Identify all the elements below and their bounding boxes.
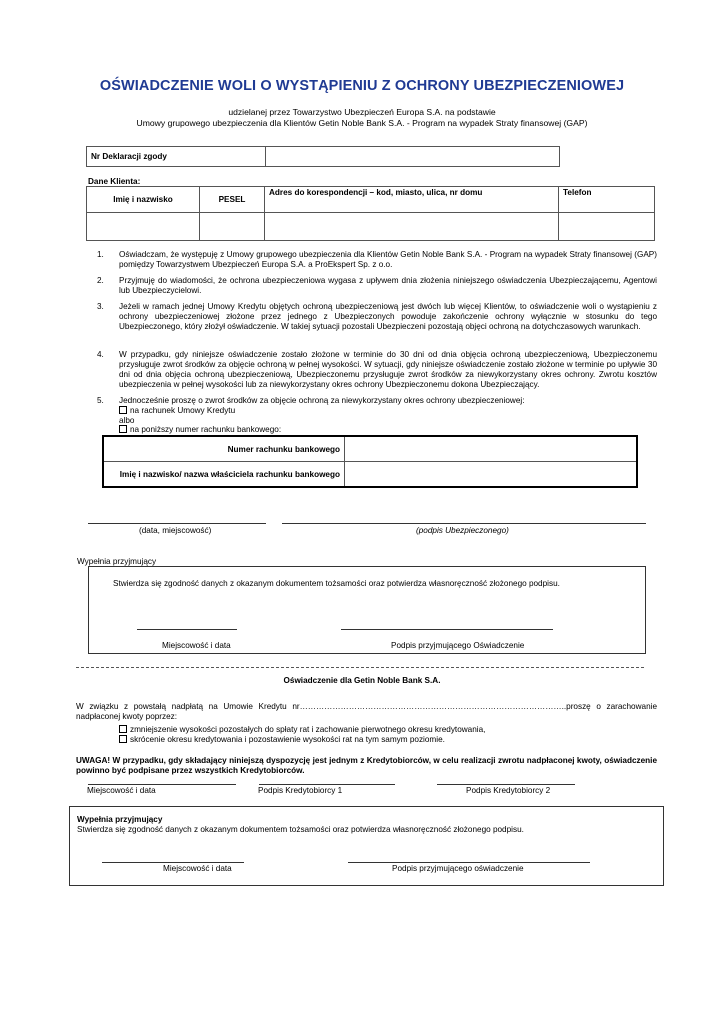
refund-option1-label: na rachunek Umowy Kredytu <box>130 406 236 415</box>
warning-text: UWAGA! W przypadku, gdy składający niniejszą dyspozycję jest jednym z Kredytobiorców, w celu realizacji zwrotu nadpłaconej kwoty, oświadczenie powinno być podpisane przez wszystkich Kredytobiorców. <box>76 756 657 775</box>
checkbox-icon[interactable] <box>119 406 127 414</box>
borrower1-line <box>259 784 395 785</box>
item-text: Przyjmuję do wiadomości, że ochrona ubezpieczeniowa wygasa z upływem dnia złożenia niniejszego oświadczenia Ubezpieczającemu, Agentowi lub Ubezpieczycielowi. <box>119 276 657 295</box>
declaration-field[interactable] <box>266 147 560 167</box>
receiver2-statement: Stwierdza się zgodność danych z okazanym dokumentem tożsamości oraz potwierdza własnoręczność złożonego podpisu. <box>77 825 524 834</box>
receiver-signature-label: Podpis przyjmującego Oświadczenie <box>391 641 525 650</box>
client-section-label: Dane Klienta: <box>88 177 141 186</box>
subtitle-line1: udzielanej przez Towarzystwo Ubezpieczeń Europa S.A. na podstawie <box>228 107 496 117</box>
date-signature-line <box>88 523 266 524</box>
item-number: 3. <box>97 302 104 311</box>
col-phone-header: Telefon <box>559 187 655 213</box>
item-text: W przypadku, gdy niniejsze oświadczenie zostało złożone w terminie do 30 dni od dnia objęcia ochroną ubezpieczeniową, Ubezpieczonemu przysługuje zwrot środków za objęcie ochroną w pełnej wysokości. W sytuacji, gdy niniejsze oświadczenie zostało złożone w terminie po upływie 30 dni od dnia objęcia ochroną ubezpieczeniową, Ubezpieczonemu przysługuje zwrot środków za niewykorzystany okres ochrony. Zwrotu kosztów ubezpieczenia w pełnej wysokości lub za niewykorzystany okres ochrony Ubezpieczonemu dokona Ubezpieczający. <box>119 350 657 389</box>
col-pesel-header: PESEL <box>200 187 265 213</box>
borrower2-label: Podpis Kredytobiorcy 2 <box>466 786 551 795</box>
bank-account-field[interactable] <box>345 437 637 462</box>
bank-section-title: Oświadczenie dla Getin Noble Bank S.A. <box>283 676 441 685</box>
borrower1-label: Podpis Kredytobiorcy 1 <box>258 786 343 795</box>
item-number: 4. <box>97 350 104 359</box>
declaration-table <box>86 146 560 167</box>
col-address-header: Adres do korespondencji – kod, miasto, ulica, nr domu <box>265 187 559 213</box>
receiver2-date-line <box>102 862 244 863</box>
bank-owner-label: Imię i nazwisko/ nazwa właściciela rachunku bankowego <box>104 462 345 487</box>
refund-option-account[interactable] <box>119 406 235 415</box>
cut-line <box>76 667 644 668</box>
insured-signature-line <box>282 523 646 524</box>
receiver2-signature-line <box>348 862 590 863</box>
refund-or: albo <box>119 416 135 425</box>
checkbox-icon[interactable] <box>119 425 127 433</box>
client-pesel-cell[interactable] <box>200 213 265 241</box>
receiver2-signature-label: Podpis przyjmującego oświadczenie <box>392 864 524 873</box>
receiver-place-date: Miejscowość i data <box>162 641 231 650</box>
bank-owner-field[interactable] <box>345 462 637 487</box>
receiver-date-line <box>137 629 237 630</box>
client-table <box>86 186 655 241</box>
receiver2-label: Wypełnia przyjmujący <box>77 815 163 824</box>
item-text: Jednocześnie proszę o zwrot środków za objęcie ochroną za niewykorzystany okres ochrony ubezpieczeniowej: <box>119 396 525 405</box>
bank-account-label: Numer rachunku bankowego <box>104 437 345 462</box>
bank-option-reduce-installments[interactable] <box>119 725 485 734</box>
receiver2-place-date: Miejscowość i data <box>163 864 232 873</box>
receiver-signature-line <box>341 629 553 630</box>
bank-option1-label: zmniejszenie wysokości pozostałych do spłaty rat i zachowanie pierwotnego okresu kredytowania, <box>130 725 486 734</box>
declaration-label: Nr Deklaracji zgody <box>87 147 266 167</box>
item-text: Jeżeli w ramach jednej Umowy Kredytu objętych ochroną ubezpieczeniową jest dwóch lub więcej Klientów, to oświadczenie woli o wystąpieniu z ochrony ubezpieczeniowej złożone przez jednego z Ubezpieczonych powoduje zakończenie ochrony wyłącznie w stosunku do tego Ubezpieczonego, który złożył oświadczenie. W takiej sytuacji pozostali Ubezpieczeni pozostają objęci ochroną na dotychczasowych warunkach. <box>119 302 657 331</box>
receiver-label: Wypełnia przyjmujący <box>77 557 157 566</box>
checkbox-icon[interactable] <box>119 735 127 743</box>
refund-option-bank[interactable] <box>119 425 281 434</box>
bank-option2-label: skrócenie okresu kredytowania i pozostawienie wysokości rat na tym samym poziomie. <box>130 735 445 744</box>
client-phone-cell[interactable] <box>559 213 655 241</box>
insured-signature-label: (podpis Ubezpieczonego) <box>416 526 509 535</box>
bank-date-line <box>88 784 236 785</box>
bank-paragraph: W związku z powstałą nadpłatą na Umowie Kredytu nr……………………………………………………………………………………..proszę o zarachowanie nadpłaconej kwoty poprzez: <box>76 702 657 721</box>
bank-place-date: Miejscowość i data <box>87 786 156 795</box>
date-place-label: (data, miejscowość) <box>139 526 212 535</box>
client-address-cell[interactable] <box>265 213 559 241</box>
client-name-cell[interactable] <box>87 213 200 241</box>
item-text: Oświadczam, że występuję z Umowy grupowego ubezpieczenia dla Klientów Getin Noble Bank S.A. - Program na wypadek Straty finansowej (GAP) pomiędzy Towarzystwem Ubezpieczeń Europa S.A. a ProEkspert Sp. z o.o. <box>119 250 657 269</box>
subtitle-line2: Umowy grupowego ubezpieczenia dla Klientów Getin Noble Bank S.A. - Program na wypadek Straty finansowej (GAP) <box>136 118 588 128</box>
receiver-statement: Stwierdza się zgodność danych z okazanym dokumentem tożsamości oraz potwierdza własnoręczność złożonego podpisu. <box>113 579 560 588</box>
item-number: 5. <box>97 396 104 405</box>
borrower2-line <box>437 784 575 785</box>
page-title: OŚWIADCZENIE WOLI O WYSTĄPIENIU Z OCHRONY UBEZPIECZENIOWEJ <box>99 78 625 94</box>
bank-account-table <box>104 437 636 486</box>
bank-account-box <box>102 435 638 488</box>
checkbox-icon[interactable] <box>119 725 127 733</box>
item-number: 2. <box>97 276 104 285</box>
col-name-header: Imię i nazwisko <box>87 187 200 213</box>
refund-option2-label: na poniższy numer rachunku bankowego: <box>130 425 282 434</box>
bank-option-shorten-period[interactable] <box>119 735 445 744</box>
item-number: 1. <box>97 250 104 259</box>
